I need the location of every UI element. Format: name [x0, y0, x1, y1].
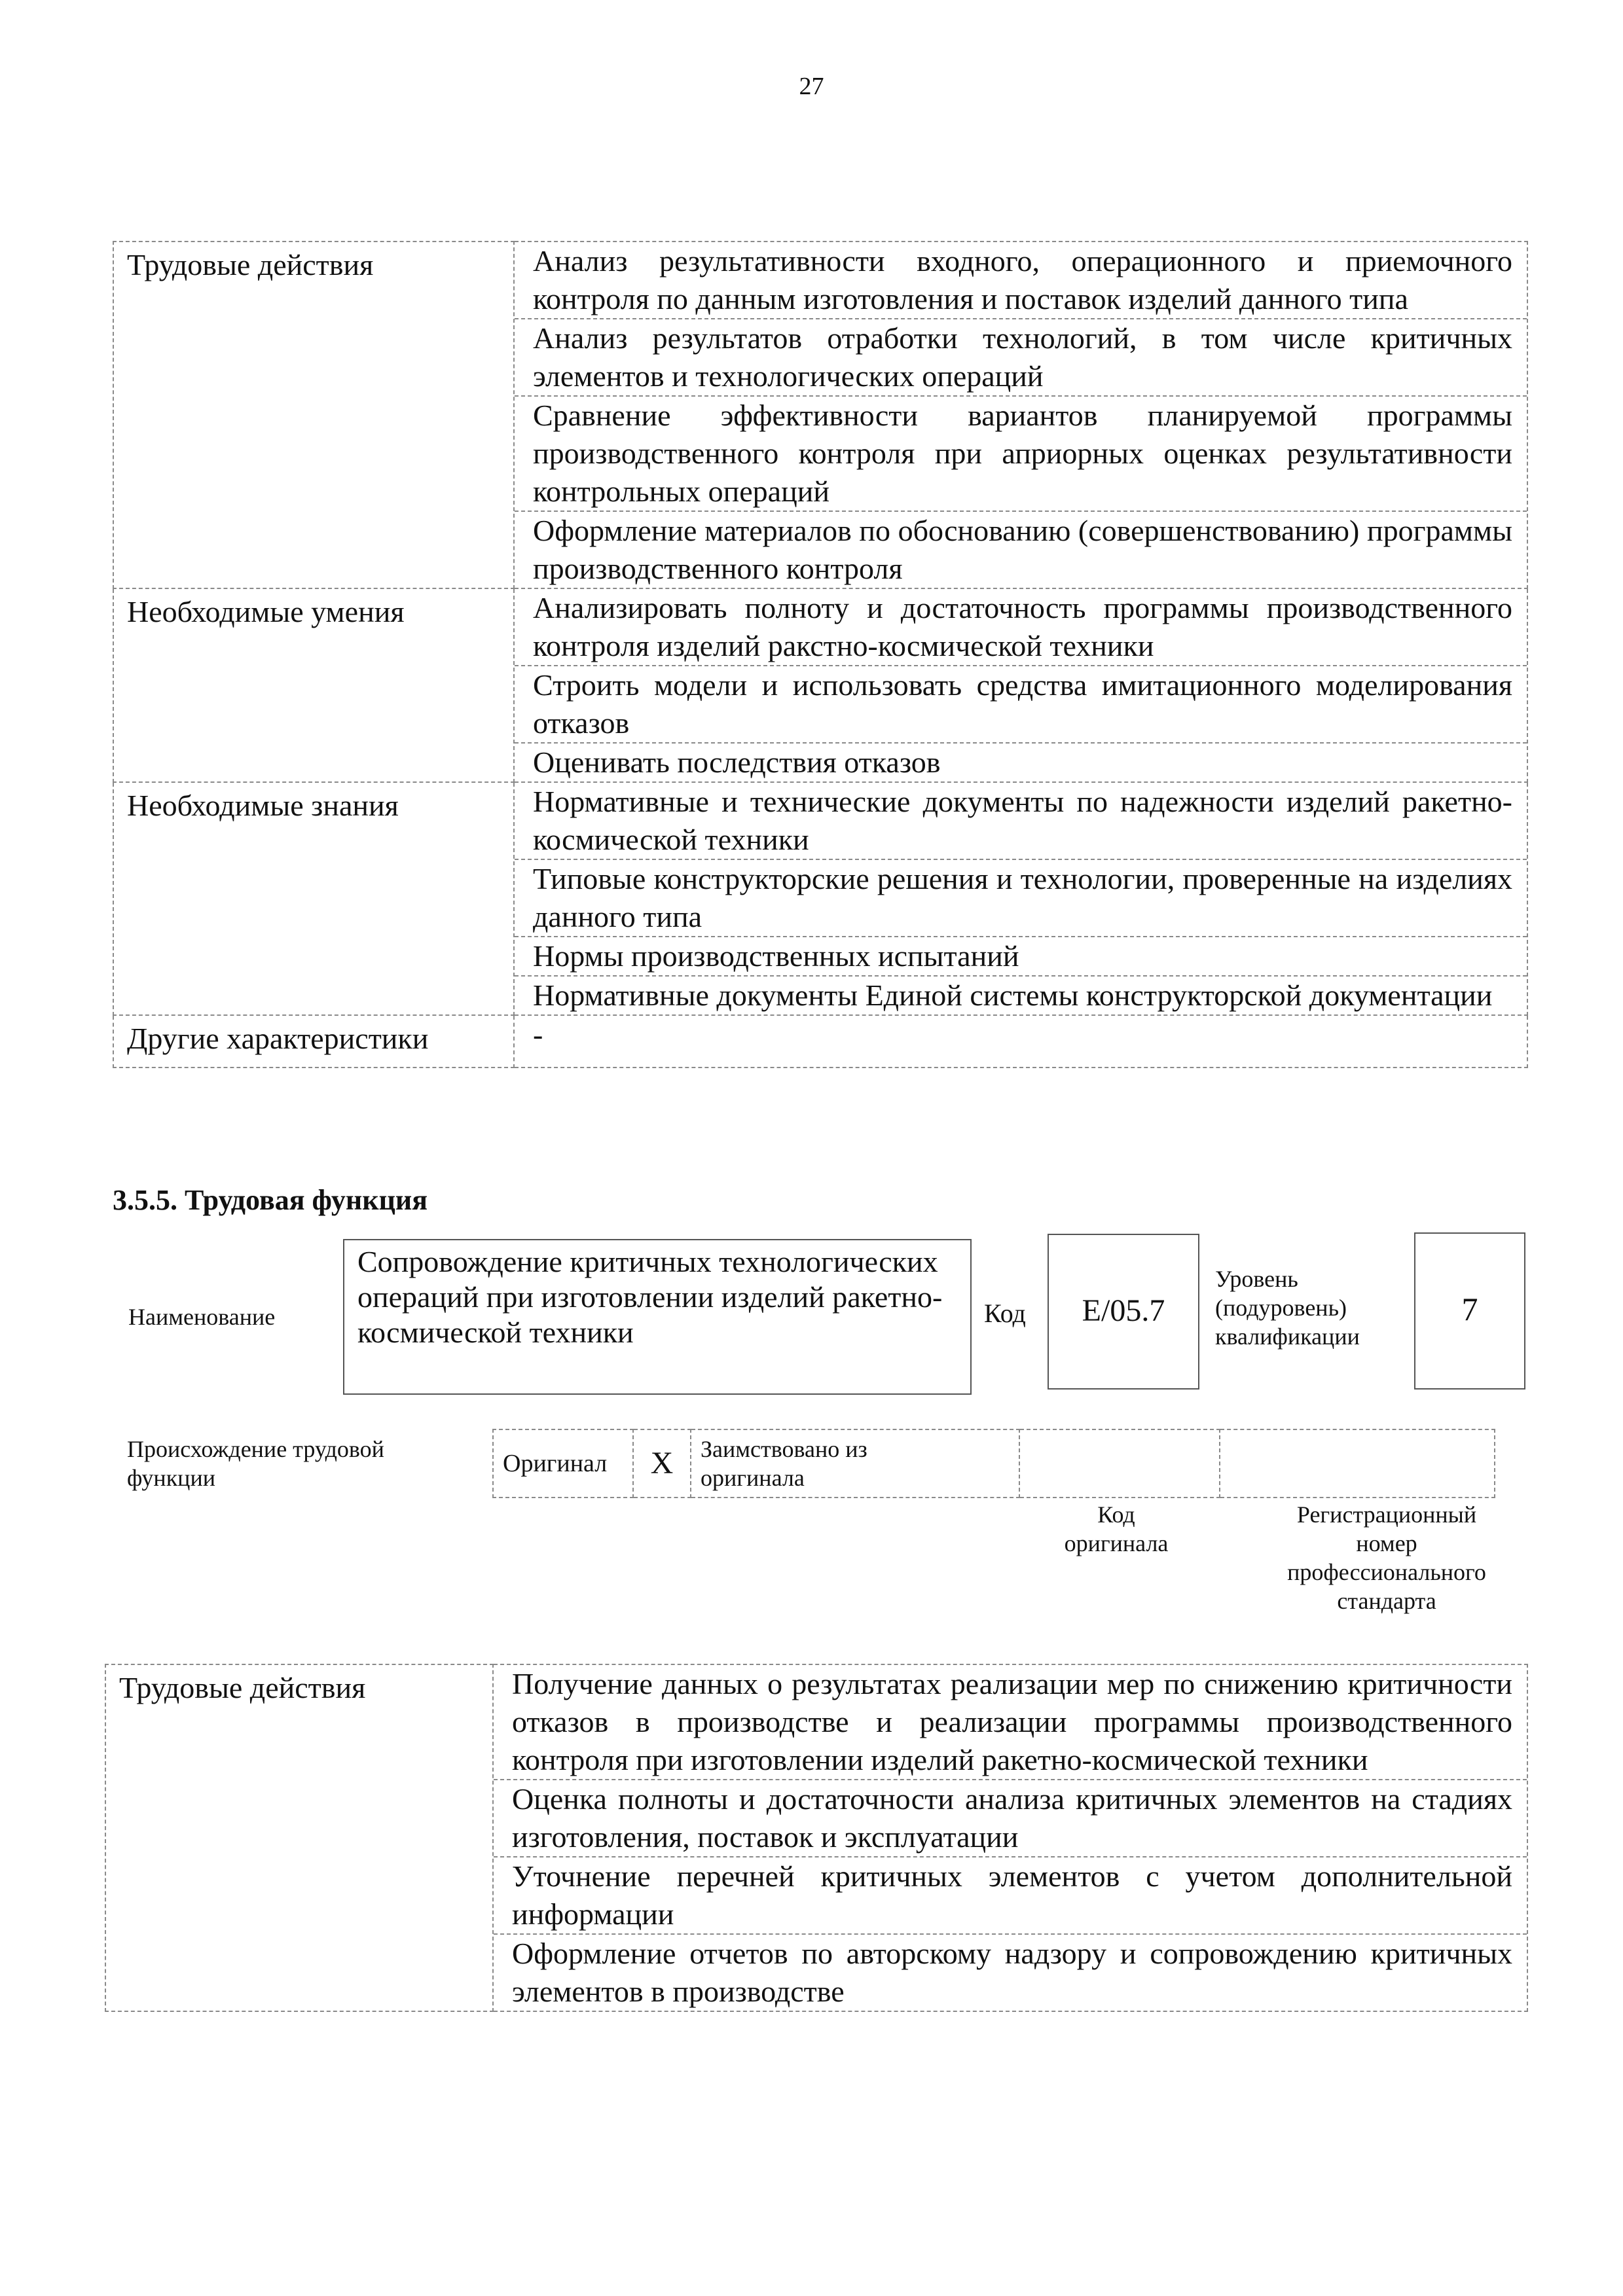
list-item: Уточнение перечней критичных элементов с учетом дополнительной информации: [494, 1857, 1527, 1935]
origin-label-line: Происхождение трудовой: [127, 1436, 384, 1462]
table-row: [105, 1664, 1527, 2011]
list-item: Оценка полноты и достаточности анализа критичных элементов на стадиях изготовления, поставок и эксплуатации: [494, 1780, 1527, 1857]
section-title: 3.5.5. Трудовая функция: [113, 1184, 428, 1216]
labor-function-table-2: [105, 1664, 1528, 2012]
list-item: Строить модели и использовать средства имитационного моделирования отказов: [515, 666, 1527, 744]
page-number: 27: [799, 73, 824, 100]
level-label: [1215, 1265, 1360, 1351]
borrowed-cell: [691, 1429, 1019, 1498]
table-row: [113, 242, 1527, 588]
list-item: -: [533, 1018, 543, 1051]
row-items: [514, 588, 1527, 782]
row-label: Необходимые умения: [113, 588, 514, 782]
level-label-line: квалификации: [1215, 1323, 1360, 1350]
reg-number-cell: [1220, 1429, 1495, 1498]
list-item: Оценивать последствия отказов: [533, 745, 941, 779]
name-value-box: Сопровождение критичных технологических операций при изготовлении изделий ракетно-космической техники: [343, 1239, 972, 1395]
list-item: Типовые конструкторские решения и технологии, проверенные на изделиях данного типа: [515, 860, 1527, 937]
level-label-line: Уровень: [1215, 1266, 1298, 1292]
name-label: Наименование: [128, 1304, 276, 1330]
list-item: Анализ результативности входного, операционного и приемочного контроля по данным изготовления и поставок изделий данного типа: [515, 242, 1527, 319]
row-label: Трудовые действия: [113, 242, 514, 588]
list-item: Нормативные и технические документы по надежности изделий ракетно-космической техники: [515, 783, 1527, 860]
caption-line: Код: [1097, 1501, 1135, 1528]
row-label: Трудовые действия: [105, 1664, 493, 2011]
caption-line: номер: [1356, 1530, 1417, 1556]
code-label: Код: [984, 1299, 1026, 1328]
code-original-cell: [1019, 1429, 1220, 1498]
row-label: Необходимые знания: [113, 782, 514, 1015]
table-row: [113, 1015, 1527, 1067]
row-items: [514, 1015, 1527, 1067]
list-item: Оформление материалов по обоснованию (совершенствованию) программы производственного контроля: [533, 514, 1512, 585]
row-label: Другие характеристики: [113, 1015, 514, 1067]
original-cell: Оригинал: [493, 1429, 633, 1498]
caption-line: Регистрационный: [1296, 1501, 1477, 1528]
reg-number-caption: [1256, 1500, 1518, 1615]
table-row: [113, 782, 1527, 1015]
list-item: Сравнение эффективности вариантов планируемой программы производственного контроля при априорных оценках результативности контрольных операций: [515, 397, 1527, 512]
caption-line: профессионального: [1287, 1559, 1486, 1585]
row-items: [514, 782, 1527, 1015]
code-original-caption: [1054, 1500, 1178, 1558]
code-value-box: E/05.7: [1048, 1234, 1199, 1390]
caption-line: оригинала: [1064, 1530, 1169, 1556]
level-label-line: (подуровень): [1215, 1295, 1347, 1321]
list-item: Анализ результатов отработки технологий, в том числе критичных элементов и технологических операций: [515, 319, 1527, 397]
origin-label: [127, 1435, 384, 1492]
list-item: Оформление отчетов по авторскому надзору и сопровождению критичных элементов в производстве: [512, 1937, 1512, 2008]
level-value-box: 7: [1414, 1232, 1525, 1390]
labor-function-table-1: [113, 241, 1528, 1068]
list-item: Анализировать полноту и достаточность программы производственного контроля изделий ракстно-космической техники: [515, 589, 1527, 666]
list-item: Получение данных о результатах реализации мер по снижению критичности отказов в производстве и реализации программы производственного контроля при изготовлении изделий ракетно-космической техники: [494, 1665, 1527, 1780]
row-items: [493, 1664, 1527, 2011]
row-items: [514, 242, 1527, 588]
origin-label-line: функции: [127, 1465, 215, 1491]
list-item: Нормативные документы Единой системы конструкторской документации: [533, 978, 1493, 1012]
caption-line: стандарта: [1337, 1588, 1436, 1614]
original-mark: X: [633, 1429, 691, 1498]
table-row: [493, 1429, 1495, 1498]
list-item: Нормы производственных испытаний: [515, 937, 1527, 977]
borrowed-line: оригинала: [701, 1465, 805, 1491]
origin-table: [492, 1429, 1495, 1498]
borrowed-line: Заимствовано из: [701, 1436, 867, 1462]
table-row: [113, 588, 1527, 782]
